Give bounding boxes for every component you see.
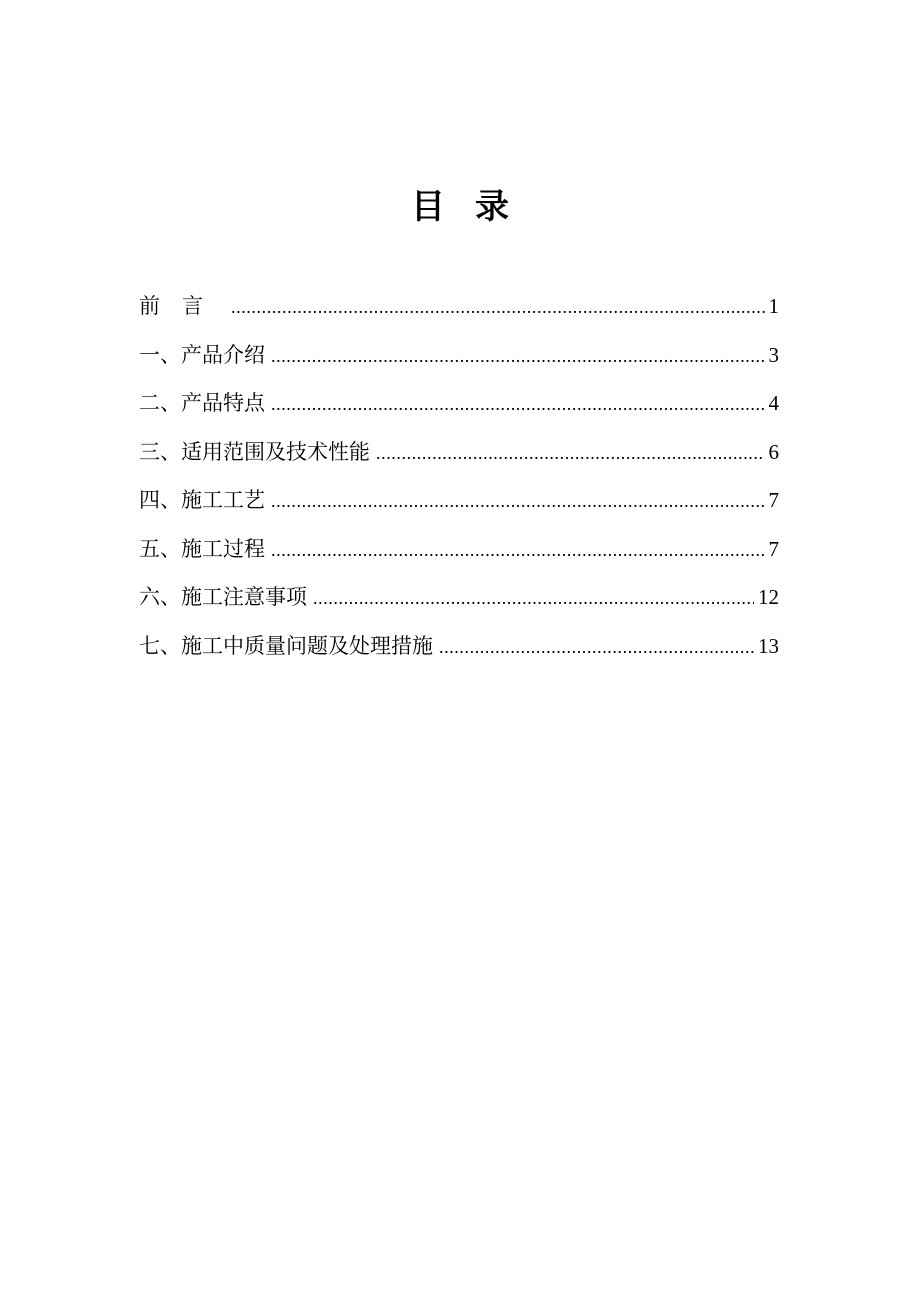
toc-title: 目录 xyxy=(411,187,539,227)
toc-entry xyxy=(139,431,779,480)
dot-leader xyxy=(271,335,765,377)
dot-leader xyxy=(271,383,765,425)
toc-entry-page-number: 1 xyxy=(768,294,779,318)
toc-entry-page-number: 12 xyxy=(758,585,779,609)
dot-leader xyxy=(376,432,765,474)
toc-entry-page-number: 7 xyxy=(768,488,779,512)
toc-entry-page-number: 6 xyxy=(768,439,779,464)
toc-entry-label: 二、产品特点 xyxy=(139,391,265,415)
toc-entry-page-number: 4 xyxy=(768,391,779,415)
toc-entry xyxy=(139,285,779,334)
toc-entry xyxy=(139,625,779,674)
toc-entry xyxy=(139,382,779,431)
toc-entry-label: 六、施工注意事项 xyxy=(139,585,307,609)
toc-entry-label: 前言 xyxy=(139,294,225,318)
toc-entry-label: 五、施工过程 xyxy=(139,536,265,561)
toc-entry xyxy=(139,576,779,625)
toc-entry-page-number: 7 xyxy=(768,536,779,561)
toc-entry-label: 三、适用范围及技术性能 xyxy=(139,439,370,464)
toc-list xyxy=(139,285,779,673)
toc-entry-page-number: 3 xyxy=(768,342,779,367)
toc-entry-label: 七、施工中质量问题及处理措施 xyxy=(139,633,433,658)
dot-leader xyxy=(271,529,765,571)
toc-entry xyxy=(139,334,779,383)
dot-leader xyxy=(313,577,754,619)
toc-entry-label: 四、施工工艺 xyxy=(139,488,265,512)
dot-leader xyxy=(271,480,765,522)
dot-leader xyxy=(439,626,754,668)
toc-entry-page-number: 13 xyxy=(758,633,779,658)
dot-leader xyxy=(231,286,765,328)
toc-entry xyxy=(139,528,779,577)
toc-entry xyxy=(139,479,779,528)
toc-entry-label: 一、产品介绍 xyxy=(139,342,265,367)
